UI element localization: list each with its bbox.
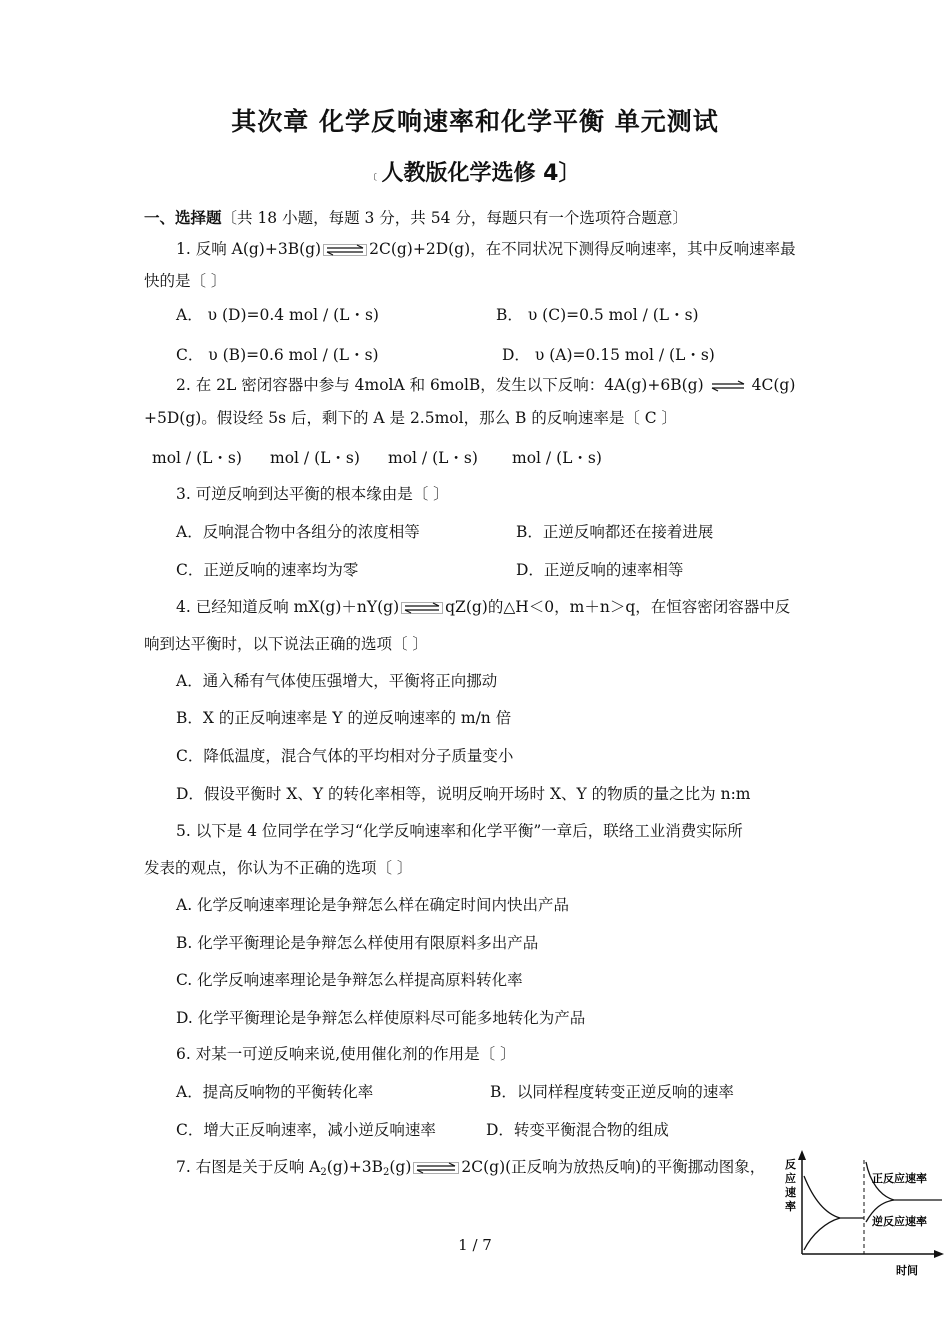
q5-option-a: A. 化学反响速率理论是争辩怎么样在确定时间内快出产品: [176, 896, 570, 914]
q6-option-a: A．提高反响物的平衡转化率: [176, 1083, 374, 1101]
page-number: 1 / 7: [458, 1236, 492, 1254]
q2-unit-d: mol / (L・s): [512, 449, 602, 467]
q7-line1: [176, 1157, 765, 1183]
q5-option-b: B. 化学平衡理论是争辩怎么样使用有限原料多出产品: [176, 934, 539, 952]
q3-option-a: A．反响混合物中各组分的浓度相等: [176, 523, 420, 541]
q6-line1: 6. 对某一可逆反响来说,使用催化剂的作用是〔 〕: [176, 1045, 516, 1063]
q1-line2: 快的是〔 〕: [144, 272, 227, 290]
y-label-4: 率: [785, 1200, 796, 1213]
q7-text-a3: (g): [389, 1158, 412, 1176]
forward-rate-curve-1: [804, 1176, 864, 1218]
section-header: [144, 208, 688, 228]
equilibrium-arrow-icon: [710, 380, 746, 392]
q2-unit-b: mol / (L・s): [270, 449, 360, 467]
q7-text-b: 2C(g)(正反响为放热反响)的平衡挪动图象，: [461, 1158, 766, 1176]
subtitle-open-paren: ﹝: [369, 169, 382, 183]
q6-option-d: D．转变平衡混合物的组成: [486, 1121, 669, 1139]
q4-option-c: C．降低温度，混合气体的平均相对分子质量变小: [176, 747, 514, 765]
q1-option-d: D． υ (A)=0.15 mol / (L・s): [502, 346, 715, 364]
q1-option-a: A． υ (D)=0.4 mol / (L・s): [176, 306, 379, 324]
equilibrium-arrow-icon: [413, 1162, 459, 1174]
section-desc: 〔共 18 小题，每题 3 分，共 54 分，每题只有一个选项符合题意〕: [221, 209, 688, 227]
q4-text-a: 4. 已经知道反响 mX(g)＋nY(g): [176, 598, 400, 616]
q6-option-b: B．以同样程度转变正逆反响的速率: [490, 1083, 734, 1101]
document-title: 其次章 化学反响速率和化学平衡 单元测试: [231, 107, 719, 136]
q1-line1: [176, 239, 796, 259]
y-axis-arrow-icon: [798, 1150, 806, 1160]
document-subtitle: [0, 156, 950, 187]
forward-rate-label: 正反应速率: [872, 1172, 927, 1185]
q3-option-c: C．正逆反响的速率均为零: [176, 561, 359, 579]
q4-text-b: qZ(g)的△H＜0，m＋n＞q，在恒容密闭容器中反: [445, 598, 791, 616]
y-label-2: 应: [785, 1172, 796, 1185]
section-label: 一、选择题: [144, 209, 222, 227]
q4-option-d: D．假设平衡时 X、Y 的转化率相等，说明反响开场时 X、Y 的物质的量之比为 n:m: [176, 785, 751, 803]
q7-sub2: 2: [382, 1167, 390, 1178]
q7-sub1: 2: [320, 1167, 327, 1178]
q2-text-b: 4C(g): [751, 376, 796, 394]
q2-unit-c: mol / (L・s): [388, 449, 478, 467]
q2-line2: +5D(g)。假设经 5s 后，剩下的 A 是 2.5mol，那么 B 的反响速率是〔 C 〕: [144, 409, 678, 427]
q3-line1: 3. 可逆反响到达平衡的根本缘由是〔 〕: [176, 485, 449, 503]
y-label-1: 反: [785, 1158, 796, 1171]
q4-option-b: B．X 的正反响速率是 Y 的逆反响速率的 m/n 倍: [176, 709, 512, 727]
q7-text-a1: 7. 右图是关于反响 A: [176, 1158, 321, 1176]
q5-option-d: D. 化学平衡理论是争辩怎么样使原料尽可能多地转化为产品: [176, 1009, 586, 1027]
q5-option-c: C. 化学反响速率理论是争辩怎么样提高原料转化率: [176, 971, 523, 989]
q4-line1: [176, 597, 790, 617]
reverse-rate-label: 逆反应速率: [872, 1215, 927, 1228]
x-label: 时间: [896, 1264, 918, 1277]
q2-text-a: 2. 在 2L 密闭容器中参与 4molA 和 6molB，发生以下反响：4A(g)+6B(g): [176, 376, 704, 394]
q2-unit-a: mol / (L・s): [152, 449, 242, 467]
subtitle-text: 人教版化学选修 4〕: [381, 161, 581, 186]
y-label-3: 速: [785, 1186, 796, 1199]
q1-text-b: 2C(g)+2D(g)，在不同状况下测得反响速率，其中反响速率最: [369, 240, 796, 258]
rate-time-graph: [782, 1146, 948, 1280]
q1-text-a: 1. 反响 A(g)+3B(g): [176, 240, 322, 258]
q1-option-c: C． υ (B)=0.6 mol / (L・s): [176, 346, 379, 364]
q5-line2: 发表的观点，你认为不正确的选项〔 〕: [144, 859, 413, 877]
q5-line1: 5. 以下是 4 位同学在学习“化学反响速率和化学平衡”一章后，联络工业消费实际所: [176, 822, 743, 840]
equilibrium-arrow-icon: [401, 602, 443, 614]
q1-option-b: B． υ (C)=0.5 mol / (L・s): [496, 306, 699, 324]
q3-option-d: D．正逆反响的速率相等: [516, 561, 684, 579]
q3-option-b: B．正逆反响都还在接着进展: [516, 523, 714, 541]
q6-option-c: C．增大正反响速率，减小逆反响速率: [176, 1121, 436, 1139]
q7-text-a2: (g)+3B: [326, 1158, 383, 1176]
q4-option-a: A．通入稀有气体使压强增大，平衡将正向挪动: [176, 672, 498, 690]
q4-line2: 响到达平衡时，以下说法正确的选项〔 〕: [144, 635, 428, 653]
equilibrium-arrow-icon: [323, 244, 367, 256]
q2-line1: [176, 375, 795, 395]
